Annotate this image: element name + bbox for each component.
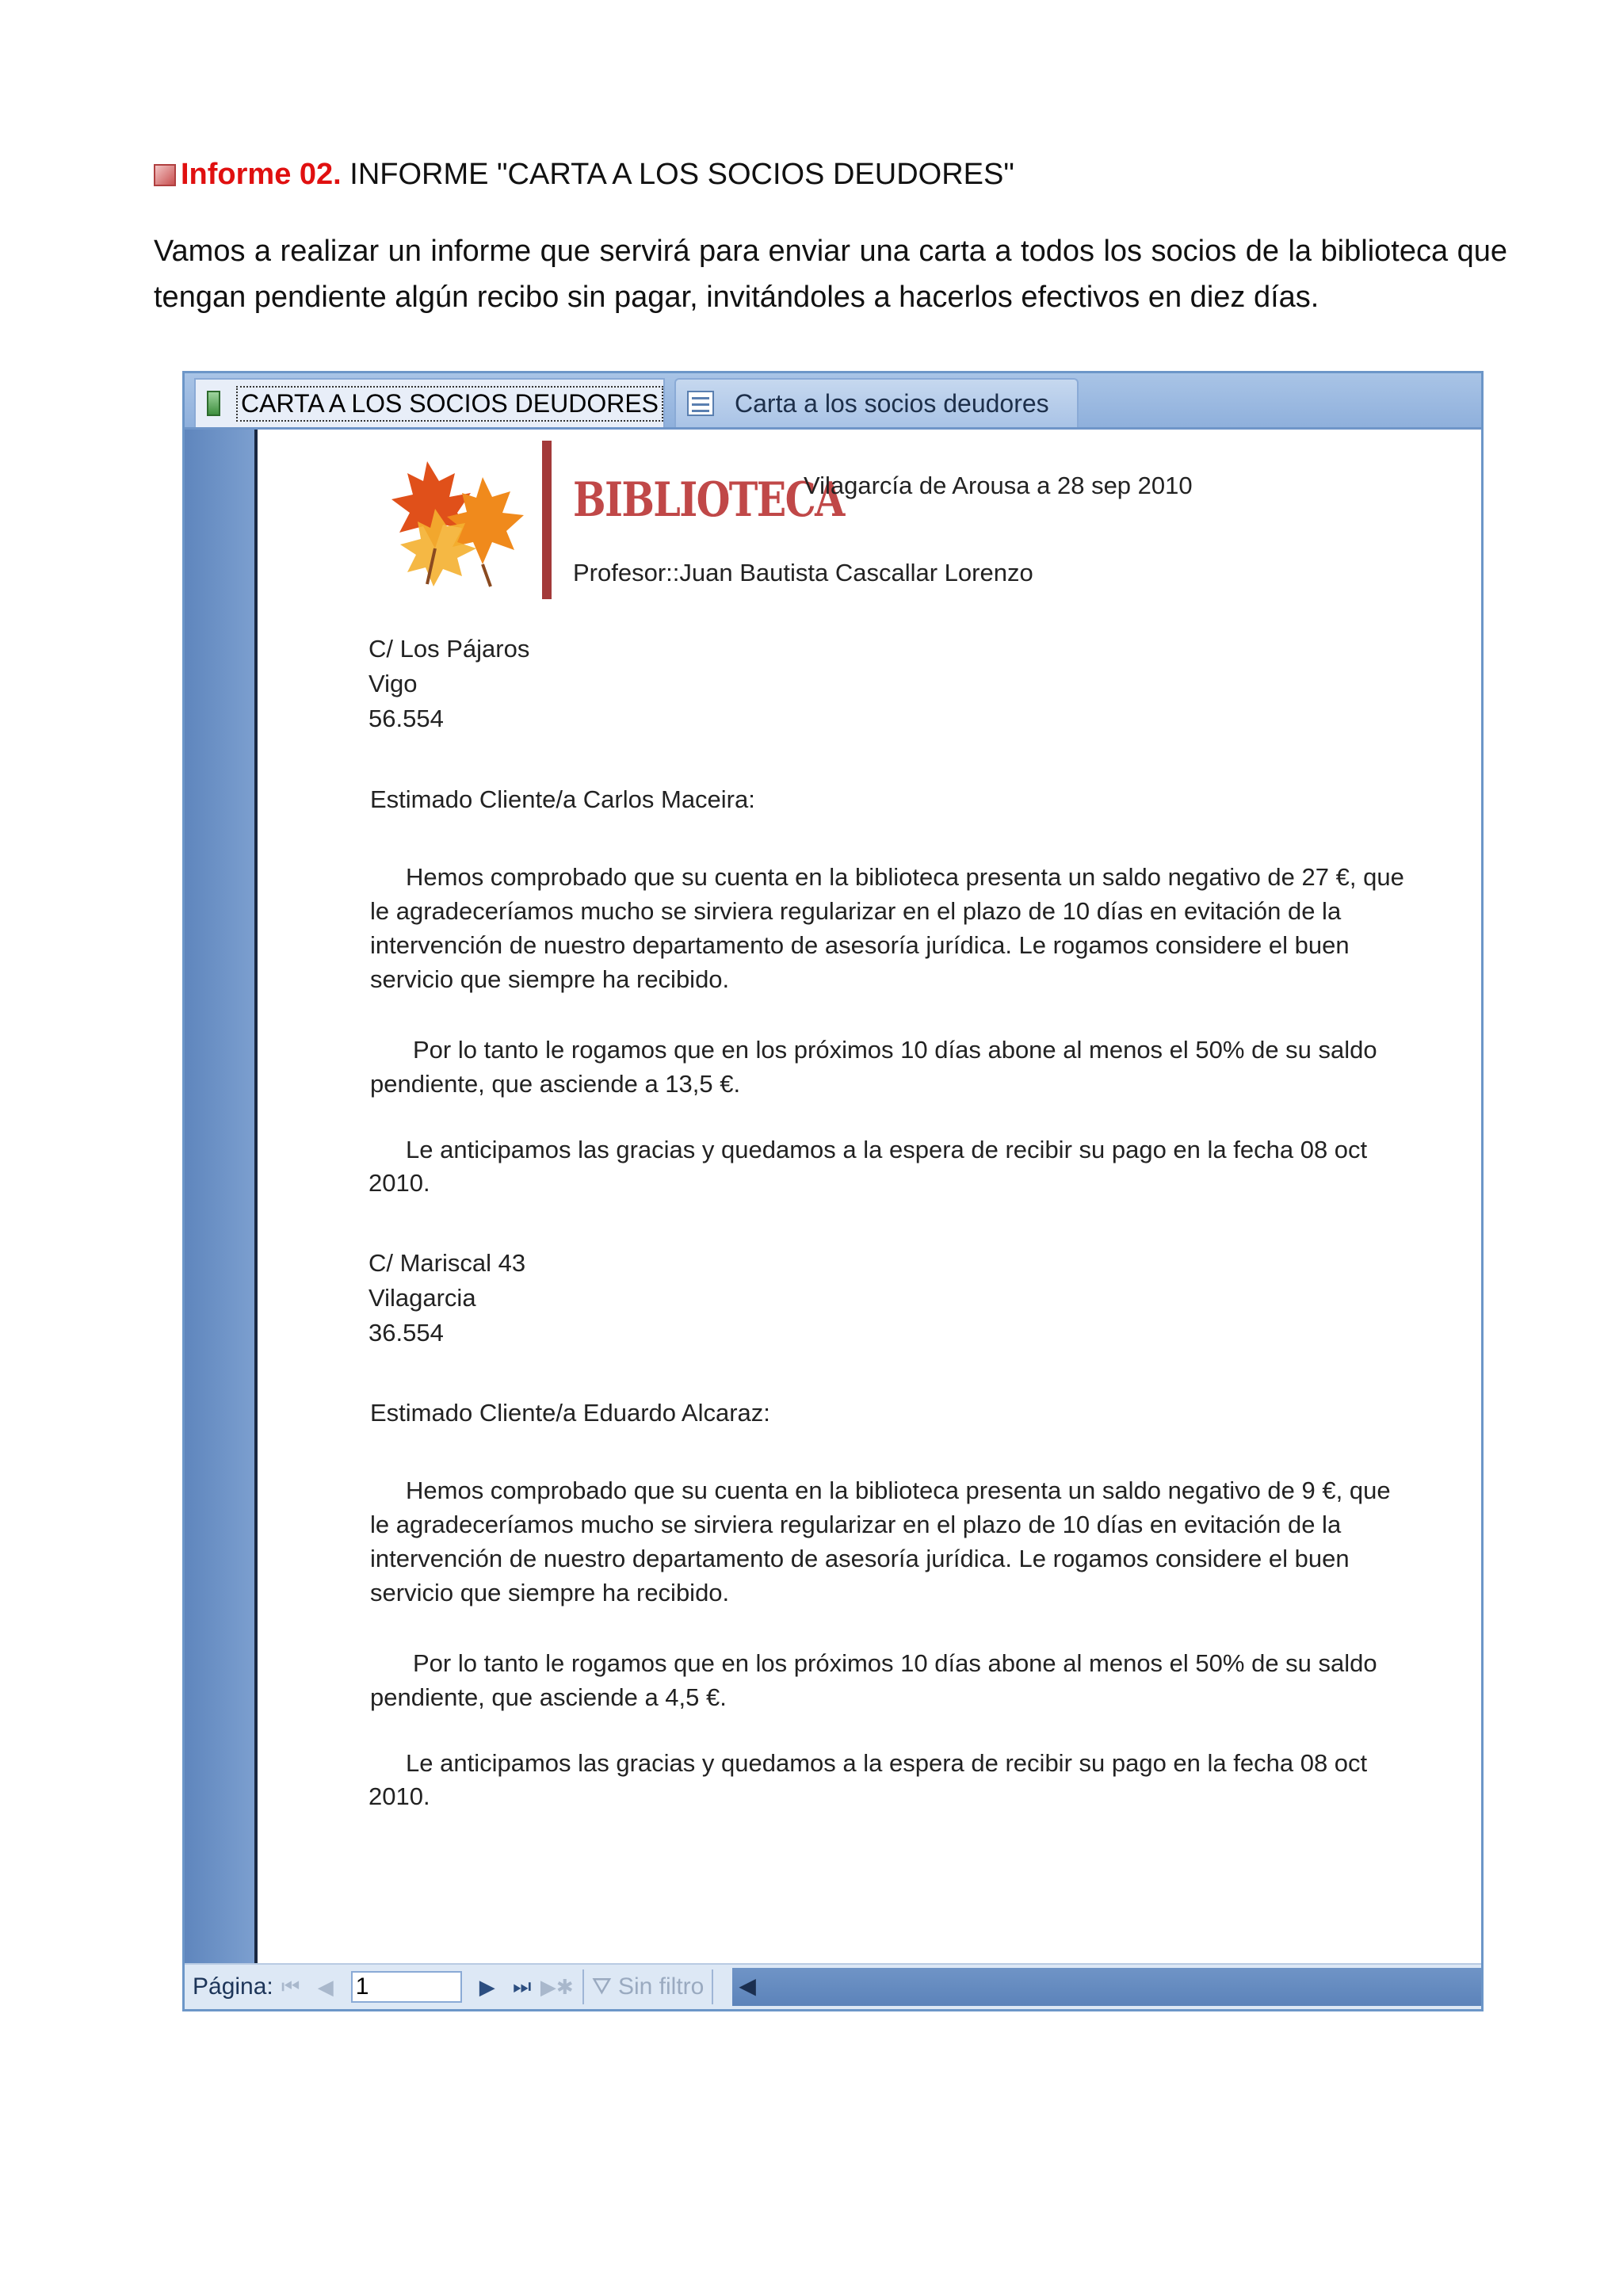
autumn-leaves-logo bbox=[380, 453, 530, 588]
first-page-icon[interactable]: ⏮ bbox=[281, 1974, 300, 1998]
place-date: Vilagarcía de Arousa a 28 sep 2010 bbox=[804, 472, 1193, 499]
report-preview bbox=[261, 430, 1481, 1965]
letter1-address-street: C/ Los Pájaros bbox=[369, 635, 530, 663]
tab-form[interactable] bbox=[674, 378, 1079, 427]
new-record-icon[interactable]: ▶✱ bbox=[540, 1974, 574, 1999]
page-label: Página: bbox=[193, 1973, 273, 2000]
letter1-p2-line2: pendiente, que asciende a 13,5 €. bbox=[370, 1070, 741, 1098]
letter1-greeting: Estimado Cliente/a Carlos Maceira: bbox=[370, 785, 755, 813]
letter2-address-street: C/ Mariscal 43 bbox=[369, 1249, 526, 1277]
last-page-icon[interactable]: ⏭ bbox=[513, 1974, 532, 1998]
letter2-address-city: Vilagarcia bbox=[369, 1284, 476, 1312]
section-heading bbox=[154, 155, 1014, 193]
status-separator bbox=[582, 1969, 584, 2004]
letter2-p1-line2: le agradeceríamos mucho se sirviera regularizar en el plazo de 10 días en evitación de la bbox=[370, 1511, 1342, 1538]
brand-title: BIBLIOTECA bbox=[573, 472, 844, 528]
filter-label: Sin filtro bbox=[617, 1973, 705, 2000]
letter2-address-zip: 36.554 bbox=[369, 1319, 444, 1347]
header-divider bbox=[542, 441, 552, 599]
letter1-p1-line1: Hemos comprobado que su cuenta en la biblioteca presenta un saldo negativo de 27 €, que bbox=[406, 863, 1404, 891]
horizontal-scrollbar[interactable] bbox=[732, 1968, 1481, 2006]
letter2-p2-line1: Por lo tanto le rogamos que en los próximos 10 días abone al menos el 50% de su saldo bbox=[413, 1649, 1377, 1677]
next-page-icon[interactable]: ▶ bbox=[479, 1974, 495, 1999]
status-separator-2 bbox=[712, 1969, 713, 2004]
letter1-address-city: Vigo bbox=[369, 670, 418, 697]
teacher-line: Profesor::Juan Bautista Cascallar Lorenzo bbox=[573, 559, 1033, 586]
tab-report-label: CARTA A LOS SOCIOS DEUDORES bbox=[236, 386, 663, 422]
page-number-input[interactable]: 1 bbox=[351, 1971, 462, 2003]
letter2-p3-line1: Le anticipamos las gracias y quedamos a la espera de recibir su pago en la fecha 08 oct bbox=[406, 1749, 1368, 1777]
letter2-greeting: Estimado Cliente/a Eduardo Alcaraz: bbox=[370, 1399, 770, 1427]
letter2-p3-line2: 2010. bbox=[369, 1782, 430, 1810]
letter1-p1-line2: le agradeceríamos mucho se sirviera regularizar en el plazo de 10 días en evitación de la bbox=[370, 897, 1342, 925]
report-icon bbox=[207, 391, 220, 416]
navigation-pane-collapsed[interactable] bbox=[185, 430, 258, 1965]
tab-form-label: Carta a los socios deudores bbox=[735, 388, 1049, 418]
document-tab-bar bbox=[185, 373, 1481, 430]
intro-paragraph: Vamos a realizar un informe que servirá para enviar una carta a todos los socios de la biblioteca que tengan pendiente algún recibo sin pagar, invitándoles a hacerlos efectivos en diez días. bbox=[154, 235, 1507, 314]
heading-number: Informe 02. bbox=[181, 158, 342, 191]
letter2-p1-line4: servicio que siempre ha recibido. bbox=[370, 1579, 730, 1606]
letter2-p2-line2: pendiente, que asciende a 4,5 €. bbox=[370, 1683, 727, 1711]
form-icon bbox=[687, 391, 714, 416]
letter1-p1-line3: intervención de nuestro departamento de asesoría jurídica. Le rogamos considere el buen bbox=[370, 931, 1350, 959]
record-navigation-bar bbox=[185, 1963, 1481, 2009]
letter1-p1-line4: servicio que siempre ha recibido. bbox=[370, 965, 730, 993]
previous-page-icon[interactable]: ◀ bbox=[317, 1974, 334, 1999]
filter-icon: ⛛ bbox=[591, 1973, 612, 2000]
letter1-p2-line1: Por lo tanto le rogamos que en los próximos 10 días abone al menos el 50% de su saldo bbox=[413, 1036, 1377, 1064]
heading-title: INFORME "CARTA A LOS SOCIOS DEUDORES" bbox=[341, 158, 1014, 191]
access-window bbox=[182, 371, 1484, 2011]
filter-toggle[interactable] bbox=[592, 1973, 705, 2000]
report-bullet-icon bbox=[154, 164, 176, 186]
letter1-p3-line2: 2010. bbox=[369, 1169, 430, 1197]
letter1-p3-line1: Le anticipamos las gracias y quedamos a la espera de recibir su pago en la fecha 08 oct bbox=[406, 1136, 1368, 1163]
scroll-left-icon[interactable]: ◀ bbox=[739, 1973, 756, 1998]
letter2-p1-line1: Hemos comprobado que su cuenta en la biblioteca presenta un saldo negativo de 9 €, que bbox=[406, 1477, 1391, 1504]
letter2-p1-line3: intervención de nuestro departamento de asesoría jurídica. Le rogamos considere el buen bbox=[370, 1545, 1350, 1572]
letter1-address-zip: 56.554 bbox=[369, 705, 444, 732]
tab-report[interactable] bbox=[194, 378, 665, 427]
